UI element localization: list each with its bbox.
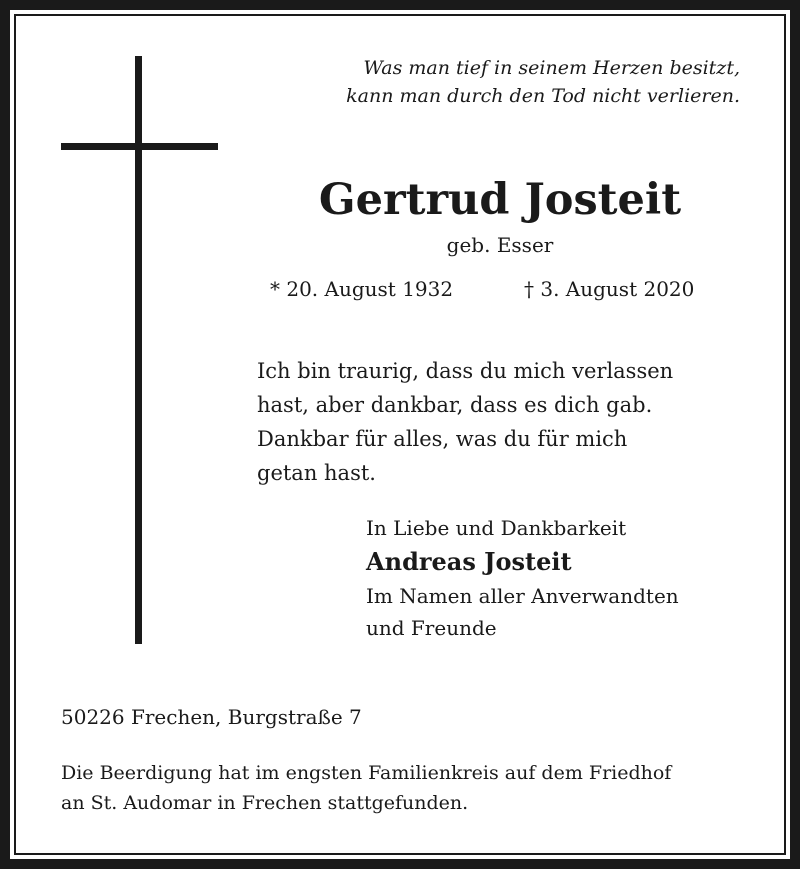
signoff-line-1: Im Namen aller Anverwandten — [366, 584, 679, 608]
verse-line-4: getan hast. — [257, 461, 376, 485]
verse-line-2: hast, aber dankbar, dass es dich gab. — [257, 393, 653, 417]
signoff — [366, 512, 679, 644]
verse-line-1: Ich bin traurig, dass du mich verlassen — [257, 359, 674, 383]
motto-quote — [346, 54, 740, 110]
motto-line-1: Was man tief in seinem Herzen besitzt, — [363, 57, 740, 79]
maiden-name: geb. Esser — [446, 233, 554, 257]
funeral-note — [61, 758, 671, 818]
verse-line-3: Dankbar für alles, was du für mich — [257, 427, 628, 451]
birth-date: * 20. August 1932 — [270, 277, 454, 301]
signer-name: Andreas Josteit — [366, 547, 572, 576]
motto-line-2: kann man durch den Tod nicht verlieren. — [346, 85, 740, 107]
cross-horizontal-bar — [61, 143, 218, 150]
signoff-line-2: und Freunde — [366, 616, 497, 640]
verse — [257, 354, 673, 490]
death-date: † 3. August 2020 — [524, 277, 695, 301]
signoff-greeting: In Liebe und Dankbarkeit — [366, 516, 627, 540]
address: 50226 Frechen, Burgstraße 7 — [61, 705, 362, 729]
deceased-name: Gertrud Josteit — [318, 175, 682, 225]
funeral-line-1: Die Beerdigung hat im engsten Familienkreis auf dem Friedhof — [61, 762, 672, 784]
funeral-line-2: an St. Audomar in Frechen stattgefunden. — [61, 792, 469, 814]
